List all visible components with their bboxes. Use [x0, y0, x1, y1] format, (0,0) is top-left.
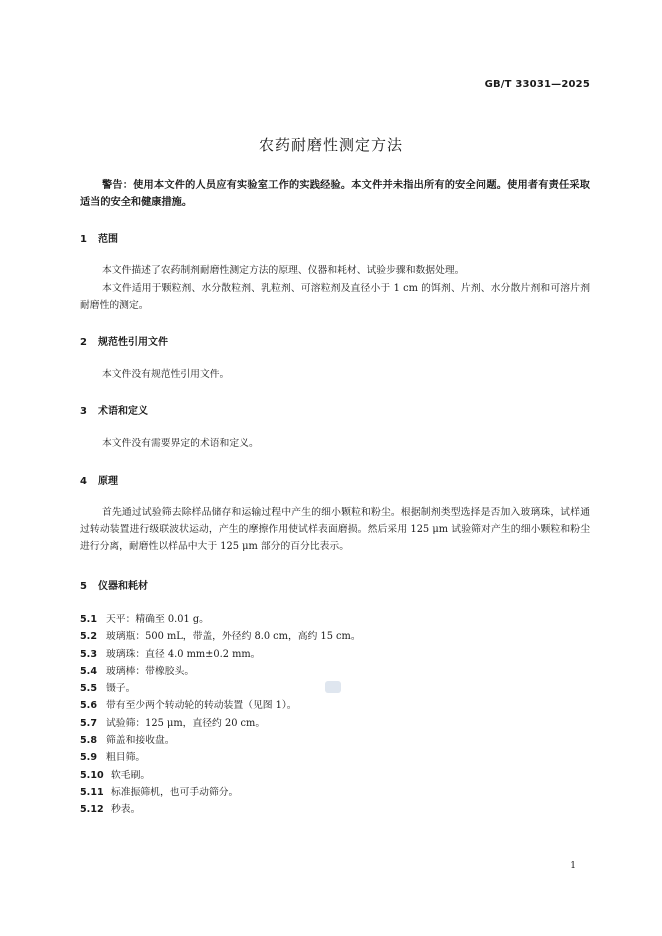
item-number: 5.12	[80, 804, 104, 816]
list-item	[80, 715, 361, 732]
list-item	[80, 611, 361, 628]
item-text: 软毛刷。	[111, 769, 151, 781]
item-number: 5.1	[80, 614, 97, 625]
section-2-heading	[80, 333, 168, 348]
item-number: 5.2	[80, 631, 97, 643]
list-item	[80, 680, 361, 697]
section-4-heading	[80, 472, 118, 487]
item-number: 5.9	[80, 752, 97, 764]
item-number: 5.5	[80, 683, 97, 695]
item-text: 试验筛：125 μm，直径约 20 cm。	[106, 717, 266, 729]
item-text: 玻璃珠：直径 4.0 mm±0.2 mm。	[106, 648, 261, 660]
document-title: 农药耐磨性测定方法	[258, 136, 403, 154]
item-text: 秒表。	[111, 804, 141, 816]
item-text: 镊子。	[106, 683, 136, 695]
safety-warning: 警告：使用本文件的人员应有实验室工作的实践经验。本文件并未指出所有的安全问题。使用者有责任采取适当的安全和健康措施。	[80, 180, 590, 208]
item-text: 标准振筛机，也可手动筛分。	[111, 786, 239, 798]
item-text: 玻璃棒：带橡胶头。	[106, 665, 195, 677]
section-3-heading	[80, 402, 148, 417]
item-number: 5.4	[80, 665, 97, 677]
section-1-paragraph-1: 本文件描述了农药制剂耐磨性测定方法的原理、仪器和耗材、试验步骤和数据处理。	[102, 265, 465, 276]
section-4-paragraph-1: 首先通过试验筛去除样品储存和运输过程中产生的细小颗粒和粉尘。根据制剂类型选择是否加入玻璃珠，试样通过转动装置进行级联波状运动，产生的摩擦作用使试样表面磨损。然后采用 125 μm 试验筛对产生的细小颗粒和粉尘进行分离，耐磨性以样品中大于 125 μm 部分的百分比表示。	[80, 507, 590, 552]
item-text: 筛盖和接收盘。	[106, 735, 175, 747]
list-item	[80, 749, 361, 766]
section-3-paragraph-1: 本文件没有需要界定的术语和定义。	[102, 438, 259, 449]
section-number: 2	[80, 337, 87, 348]
section-title: 范围	[98, 234, 118, 245]
list-item	[80, 646, 361, 663]
item-number: 5.11	[80, 786, 104, 798]
item-text: 天平：精确至 0.01 g。	[106, 614, 209, 625]
section-title: 仪器和耗材	[98, 581, 148, 592]
list-item	[80, 767, 361, 784]
list-item	[80, 732, 361, 749]
section-number: 3	[80, 406, 87, 417]
section-title: 规范性引用文件	[98, 337, 168, 348]
section-number: 4	[80, 476, 87, 487]
equipment-list	[80, 611, 361, 819]
item-text: 玻璃瓶：500 mL，带盖，外径约 8.0 cm，高约 15 cm。	[106, 631, 361, 643]
section-5-heading	[80, 577, 148, 592]
item-number: 5.3	[80, 648, 97, 660]
list-item	[80, 784, 361, 801]
list-item	[80, 663, 361, 680]
section-2-paragraph-1: 本文件没有规范性引用文件。	[102, 369, 230, 380]
section-1-heading	[80, 230, 118, 245]
section-title: 原理	[98, 476, 118, 487]
standard-code: GB/T 33031—2025	[484, 79, 590, 90]
item-text: 带有至少两个转动轮的转动装置（见图 1）。	[106, 700, 297, 712]
list-item	[80, 801, 361, 818]
item-number: 5.7	[80, 717, 97, 729]
section-number: 5	[80, 581, 87, 592]
item-number: 5.10	[80, 769, 104, 781]
page-number: 1	[570, 861, 576, 871]
watermark-logo	[325, 681, 341, 693]
section-1-paragraph-2: 本文件适用于颗粒剂、水分散粒剂、乳粒剂、可溶粒剂及直径小于 1 cm 的饵剂、片剂、水分散片剂和可溶片剂耐磨性的测定。	[80, 283, 590, 311]
section-number: 1	[80, 234, 87, 245]
list-item	[80, 628, 361, 645]
item-text: 粗目筛。	[106, 752, 146, 764]
section-title: 术语和定义	[98, 406, 148, 417]
list-item	[80, 697, 361, 714]
item-number: 5.6	[80, 700, 97, 712]
item-number: 5.8	[80, 735, 97, 747]
